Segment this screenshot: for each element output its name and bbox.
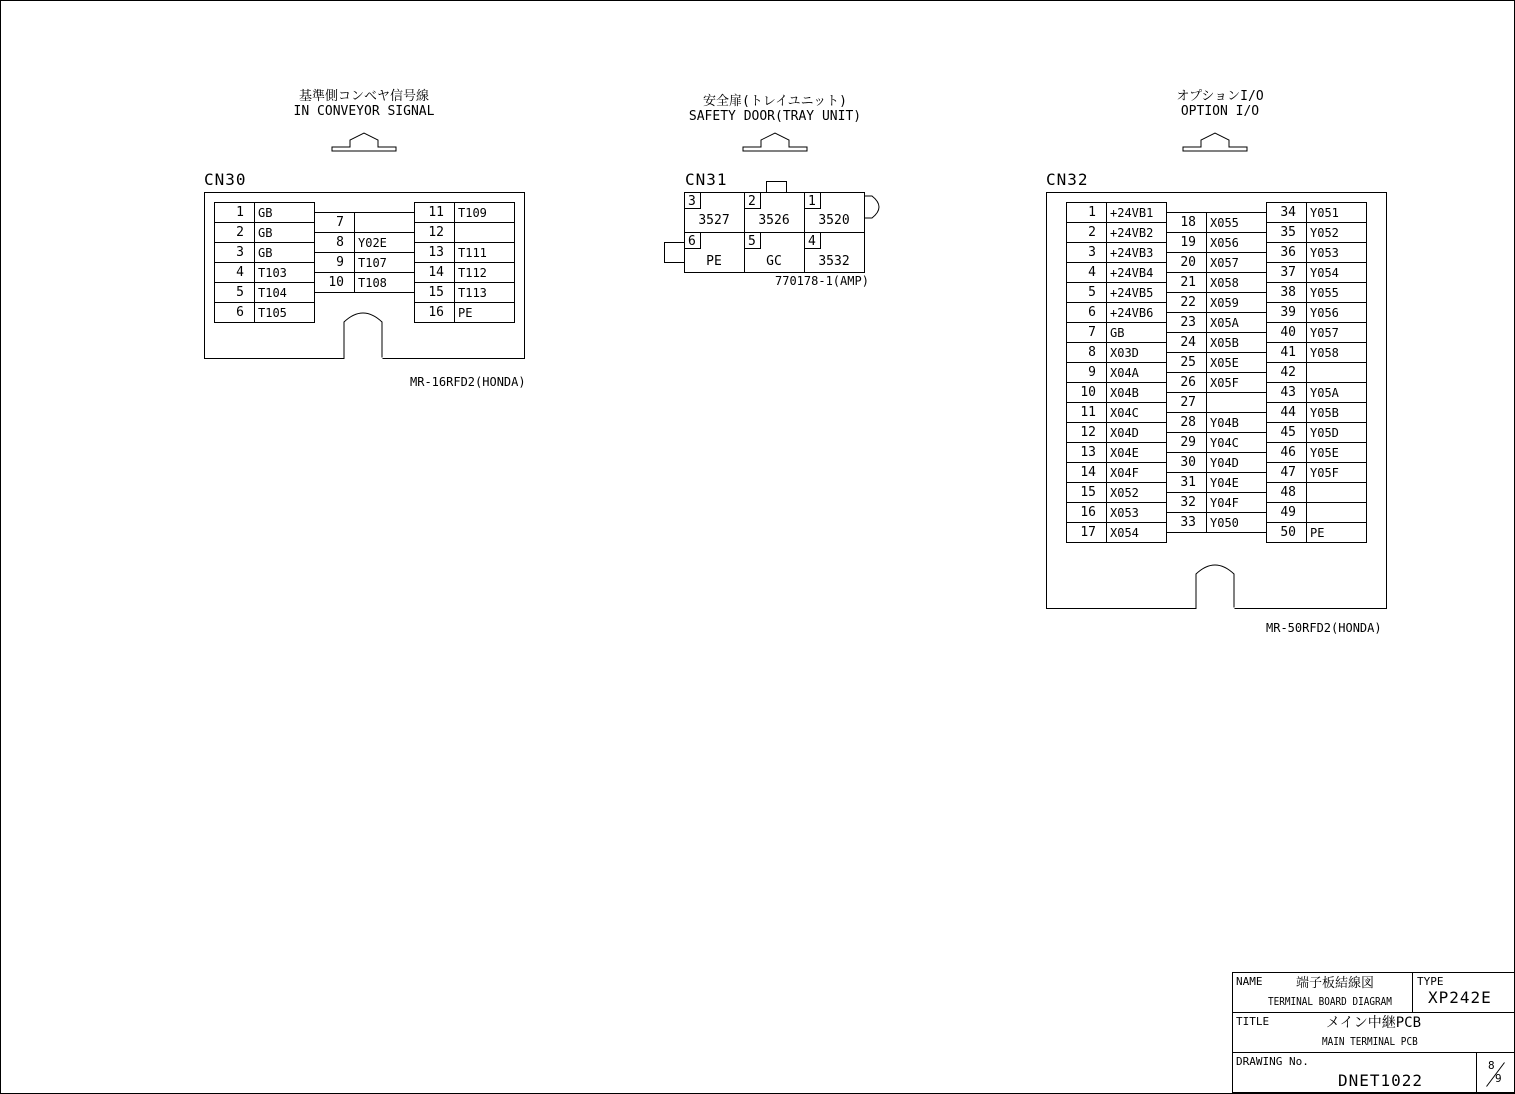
cn31-header-en: SAFETY DOOR(TRAY UNIT) xyxy=(688,109,862,124)
tb-title-jp: メイン中継PCB xyxy=(1326,1015,1422,1031)
cn32-pin-number: 11 xyxy=(1080,405,1096,420)
cn32-pin-number: 25 xyxy=(1180,355,1196,370)
cn32-pin-signal: X057 xyxy=(1210,256,1239,270)
tb-drawing-value: DNET1022 xyxy=(1338,1071,1424,1090)
cn32-pin-signal: Y058 xyxy=(1310,346,1339,360)
cn30-key xyxy=(344,313,382,358)
cn32-pin-number: 47 xyxy=(1280,465,1296,480)
cn32-pin-number: 4 xyxy=(1088,265,1096,280)
cn31-pin-number: 1 xyxy=(808,194,816,209)
cn32-header-jp: オプションI/O xyxy=(1176,89,1264,104)
cn32-pin-number: 3 xyxy=(1088,245,1096,260)
cn30-part-number: MR-16RFD2(HONDA) xyxy=(410,375,526,389)
cn32-pin-signal: Y05A xyxy=(1310,386,1339,400)
tb-name-label: NAME xyxy=(1236,975,1263,988)
cn32-pin-signal: PE xyxy=(1310,526,1325,540)
cn30-pin-signal: PE xyxy=(458,306,473,320)
cn31-pin-number: 4 xyxy=(808,234,816,249)
cn32-pin-number: 46 xyxy=(1280,445,1296,460)
cn32-pin-signal: X056 xyxy=(1210,236,1239,250)
cn32-pin-signal: X054 xyxy=(1110,526,1139,540)
cn30-pin-number: 15 xyxy=(428,285,444,300)
cn32-pin-signal: X052 xyxy=(1110,486,1139,500)
cn32-pin-signal: Y05E xyxy=(1310,446,1339,460)
cn32-pin-number: 2 xyxy=(1088,225,1096,240)
cn30-pin-number: 8 xyxy=(336,235,344,250)
cn32-pin-number: 29 xyxy=(1180,435,1196,450)
cn31-pin-number: 5 xyxy=(748,234,756,249)
cn32-pin-signal: Y04E xyxy=(1210,476,1239,490)
cn30-pin-number: 11 xyxy=(428,205,444,220)
tb-type-value: XP242E xyxy=(1428,988,1492,1007)
cn32-pin-signal: X04C xyxy=(1110,406,1139,420)
cn30-mid-cell xyxy=(315,213,415,233)
cn32-pin-number: 45 xyxy=(1280,425,1296,440)
cn30-pin-number: 5 xyxy=(236,285,244,300)
tb-sheet-total: 9 xyxy=(1495,1072,1502,1085)
cn31-pin-signal: 3527 xyxy=(698,213,730,228)
tb-title-en: MAIN TERMINAL PCB xyxy=(1322,1035,1418,1048)
cn30-pin-signal: GB xyxy=(258,226,273,240)
cn30-pin-signal: T103 xyxy=(258,266,287,280)
cn31-pin-signal: 3526 xyxy=(758,213,790,228)
cn31-header-jp: 安全扉(トレイユニット) xyxy=(703,94,847,109)
cn32-pin-number: 36 xyxy=(1280,245,1296,260)
cn30-pin-number: 6 xyxy=(236,305,244,320)
cn31-pin-number: 3 xyxy=(688,194,696,209)
cn31-part-number: 770178-1(AMP) xyxy=(775,274,869,288)
cn30-pin-number: 4 xyxy=(236,265,244,280)
cn32-pin-number: 8 xyxy=(1088,345,1096,360)
cn32-pin-signal: Y052 xyxy=(1310,226,1339,240)
cn32-pin-number: 26 xyxy=(1180,375,1196,390)
cn32-pin-number: 33 xyxy=(1180,515,1196,530)
cn31-latch-left xyxy=(665,243,685,263)
cn32-pin-number: 5 xyxy=(1088,285,1096,300)
cn32-pin-signal: Y04B xyxy=(1210,416,1239,430)
cn32-pin-signal: X04F xyxy=(1110,466,1139,480)
cn31-pin-number: 2 xyxy=(748,194,756,209)
cn32-pin-number: 37 xyxy=(1280,265,1296,280)
cn32-pin-number: 38 xyxy=(1280,285,1296,300)
cn32-pin-number: 34 xyxy=(1280,205,1296,220)
cn32-pin-number: 14 xyxy=(1080,465,1096,480)
cn32-header-en: OPTION I/O xyxy=(1180,104,1260,119)
cn30-pin-signal: GB xyxy=(258,246,273,260)
cn32-pin-signal: Y04C xyxy=(1210,436,1239,450)
cn31-latch-right xyxy=(864,196,879,218)
cn30-up-arrow xyxy=(332,133,396,151)
cn32-label: CN32 xyxy=(1046,170,1089,189)
cn32-pin-number: 49 xyxy=(1280,505,1296,520)
cn31-up-arrow xyxy=(743,133,807,151)
tb-drawing-label: DRAWING No. xyxy=(1236,1055,1309,1068)
cn30-pin-number: 14 xyxy=(428,265,444,280)
cn30-pin-signal: T107 xyxy=(358,256,387,270)
cn32-part-number: MR-50RFD2(HONDA) xyxy=(1266,621,1382,635)
cn30-pin-number: 13 xyxy=(428,245,444,260)
cn32-pin-signal: X03D xyxy=(1110,346,1139,360)
cn32-pin-number: 12 xyxy=(1080,425,1096,440)
cn32-pin-number: 10 xyxy=(1080,385,1096,400)
cn32-pin-number: 23 xyxy=(1180,315,1196,330)
cn30-pin-signal: T111 xyxy=(458,246,487,260)
cn32-pin-number: 30 xyxy=(1180,455,1196,470)
cn30-pin-number: 10 xyxy=(328,275,344,290)
cn32-pin-number: 28 xyxy=(1180,415,1196,430)
cn32-pin-signal: X04B xyxy=(1110,386,1139,400)
cn32-pin-number: 18 xyxy=(1180,215,1196,230)
tb-name-en: TERMINAL BOARD DIAGRAM xyxy=(1268,995,1392,1008)
cn31-label: CN31 xyxy=(685,170,728,189)
cn32-pin-number: 6 xyxy=(1088,305,1096,320)
cn32-pin-number: 22 xyxy=(1180,295,1196,310)
cn32-pin-number: 44 xyxy=(1280,405,1296,420)
cn30-pin-signal: T105 xyxy=(258,306,287,320)
cn30-pin-signal: T104 xyxy=(258,286,287,300)
cn31-pin-signal: GC xyxy=(766,254,782,269)
cn32-pin-signal: X05E xyxy=(1210,356,1239,370)
cn32-pin-number: 9 xyxy=(1088,365,1096,380)
cn31-pin-signal: 3520 xyxy=(818,213,850,228)
cn32-key xyxy=(1196,565,1234,608)
cn32-pin-signal: Y057 xyxy=(1310,326,1339,340)
cn32-pin-signal: +24VB5 xyxy=(1110,286,1154,300)
cn32-pin-signal: X05B xyxy=(1210,336,1239,350)
cn30-pin-number: 3 xyxy=(236,245,244,260)
cn30-label: CN30 xyxy=(204,170,247,189)
cn32-pin-signal: +24VB1 xyxy=(1110,206,1154,220)
cn32-pin-number: 31 xyxy=(1180,475,1196,490)
tb-name-jp: 端子板結線図 xyxy=(1296,976,1375,991)
cn32-pin-number: 42 xyxy=(1280,365,1296,380)
cn30-pin-number: 2 xyxy=(236,225,244,240)
cn32-pin-number: 48 xyxy=(1280,485,1296,500)
cn32-pin-number: 40 xyxy=(1280,325,1296,340)
cn32-pin-signal: Y050 xyxy=(1210,516,1239,530)
cn30-pin-signal: T108 xyxy=(358,276,387,290)
cn30-pin-number: 16 xyxy=(428,305,444,320)
cn32-pin-signal: Y054 xyxy=(1310,266,1339,280)
cn32-pin-signal: X04A xyxy=(1110,366,1139,380)
cn32-pin-number: 13 xyxy=(1080,445,1096,460)
cn30-pin-signal: T112 xyxy=(458,266,487,280)
cn31-pin-number: 6 xyxy=(688,234,696,249)
cn32-pin-signal: Y051 xyxy=(1310,206,1339,220)
cn32-pin-number: 39 xyxy=(1280,305,1296,320)
cn32-pin-number: 41 xyxy=(1280,345,1296,360)
cn32-pin-number: 21 xyxy=(1180,275,1196,290)
cn32-pin-signal: Y053 xyxy=(1310,246,1339,260)
cn32-pin-number: 50 xyxy=(1280,525,1296,540)
cn30-pin-number: 7 xyxy=(336,215,344,230)
cn32-pin-signal: X053 xyxy=(1110,506,1139,520)
cn31-pin-signal: PE xyxy=(706,254,722,269)
cn31-latch-top xyxy=(767,182,787,193)
cn31-pin-signal: 3532 xyxy=(818,254,850,269)
cn32-pin-number: 17 xyxy=(1080,525,1096,540)
cn32-pin-number: 43 xyxy=(1280,385,1296,400)
tb-title-label: TITLE xyxy=(1236,1015,1270,1028)
cn32-pin-signal: +24VB3 xyxy=(1110,246,1154,260)
cn32-pin-signal: Y05F xyxy=(1310,466,1339,480)
cn32-pin-signal: X05F xyxy=(1210,376,1239,390)
cn32-pin-signal: +24VB4 xyxy=(1110,266,1154,280)
cn32-pin-number: 20 xyxy=(1180,255,1196,270)
cn32-pin-number: 7 xyxy=(1088,325,1096,340)
cn32-pin-signal: Y05D xyxy=(1310,426,1339,440)
cn30-pin-signal: Y02E xyxy=(358,236,387,250)
cn32-pin-signal: X05A xyxy=(1210,316,1239,330)
cn32-pin-signal: X04D xyxy=(1110,426,1139,440)
cn30-pin-signal: T113 xyxy=(458,286,487,300)
cn32-pin-signal: X04E xyxy=(1110,446,1139,460)
cn32-pin-signal: Y05B xyxy=(1310,406,1339,420)
cn30-header-jp: 基準側コンベヤ信号線 xyxy=(298,89,430,104)
cn32-pin-signal: Y04D xyxy=(1210,456,1239,470)
cn32-pin-signal: +24VB2 xyxy=(1110,226,1154,240)
cn30-pin-number: 12 xyxy=(428,225,444,240)
cn30-pin-signal: GB xyxy=(258,206,273,220)
cn32-pin-number: 16 xyxy=(1080,505,1096,520)
cn32-pin-number: 35 xyxy=(1280,225,1296,240)
cn32-pin-signal: +24VB6 xyxy=(1110,306,1154,320)
cn32-pin-number: 27 xyxy=(1180,395,1196,410)
cn32-pin-number: 15 xyxy=(1080,485,1096,500)
tb-sheet-number: 8 xyxy=(1488,1059,1495,1072)
cn30-pin-signal: T109 xyxy=(458,206,487,220)
cn30-pin-number: 1 xyxy=(236,205,244,220)
cn32-pin-signal: X058 xyxy=(1210,276,1239,290)
cn32-up-arrow xyxy=(1183,133,1247,151)
cn32-pin-number: 24 xyxy=(1180,335,1196,350)
cn32-pin-number: 32 xyxy=(1180,495,1196,510)
cn32-pin-signal: GB xyxy=(1110,326,1125,340)
cn32-pin-signal: Y04F xyxy=(1210,496,1239,510)
cn32-pin-signal: X055 xyxy=(1210,216,1239,230)
tb-type-label: TYPE xyxy=(1417,975,1444,988)
cn32-pin-number: 19 xyxy=(1180,235,1196,250)
cn32-pin-signal: X059 xyxy=(1210,296,1239,310)
cn32-pin-signal: Y056 xyxy=(1310,306,1339,320)
cn32-pin-signal: Y055 xyxy=(1310,286,1339,300)
cn32-pin-number: 1 xyxy=(1088,205,1096,220)
cn30-pin-number: 9 xyxy=(336,255,344,270)
cn30-header-en: IN CONVEYOR SIGNAL xyxy=(293,104,435,119)
